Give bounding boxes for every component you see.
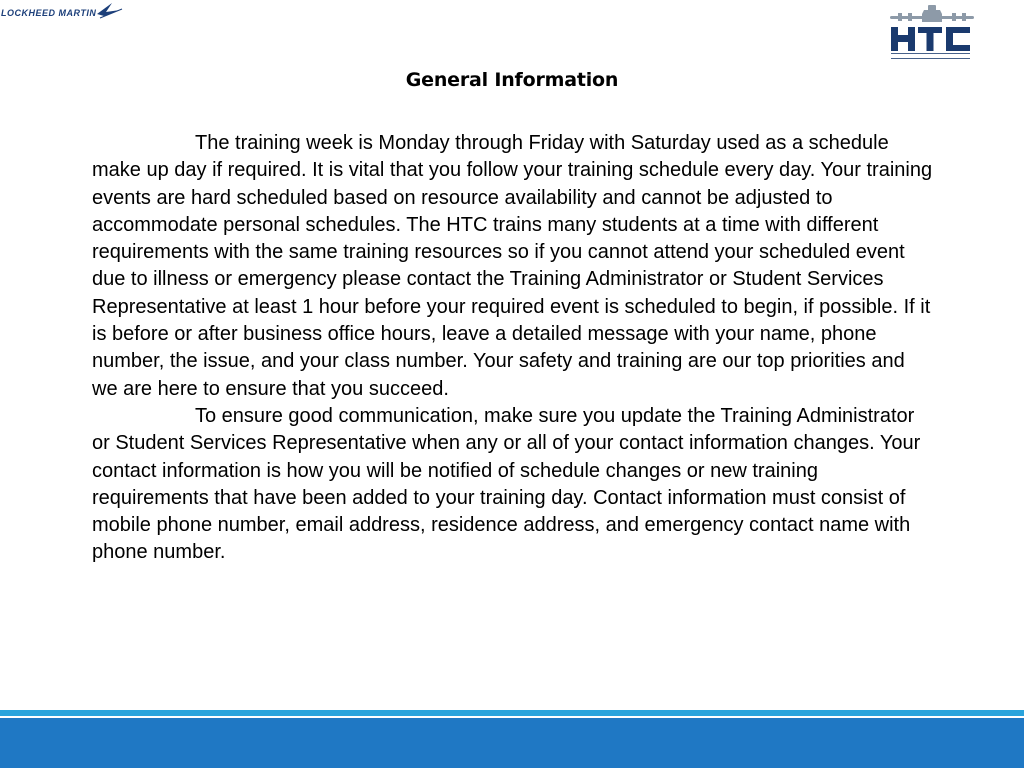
svg-text:LOCKHEED MARTIN: LOCKHEED MARTIN [1, 8, 97, 18]
paragraph-contact-info: To ensure good communication, make sure you update the Training Administrator or Student Services Representative when any or all of your contact information changes. Your contact information is how you will be notified of schedule changes or new training requirements that have been added to your training day. Contact information must consist of mobile phone number, email address, residence address, and emergency contact name with phone number. [92, 404, 921, 564]
htc-wordmark [891, 27, 970, 51]
paragraph-training-week: The training week is Monday through Friday with Saturday used as a schedule make up day if required. It is vital that you follow your training schedule every day. Your training events are hard scheduled based on resource availability and cannot be adjusted to accommodate personal schedules. The HTC trains many students at a time with different requirements with the same training resources so if you cannot attend your scheduled event due to illness or emergency please contact the Training Administrator or Student Services Representative at least 1 hour before your required event is scheduled to begin, if possible. If it is before or after business office hours, leave a detailed message with your name, phone number, the issue, and your class number. Your safety and training are our top priorities and we are here to ensure that you succeed. [92, 132, 933, 400]
footer-band [0, 718, 1024, 768]
aircraft-icon [890, 5, 974, 22]
slide-body [92, 130, 934, 567]
slide-title: General Information [405, 69, 619, 91]
htc-logo [884, 2, 980, 62]
lockheed-martin-logo [0, 0, 125, 28]
footer-accent-line [0, 710, 1024, 716]
